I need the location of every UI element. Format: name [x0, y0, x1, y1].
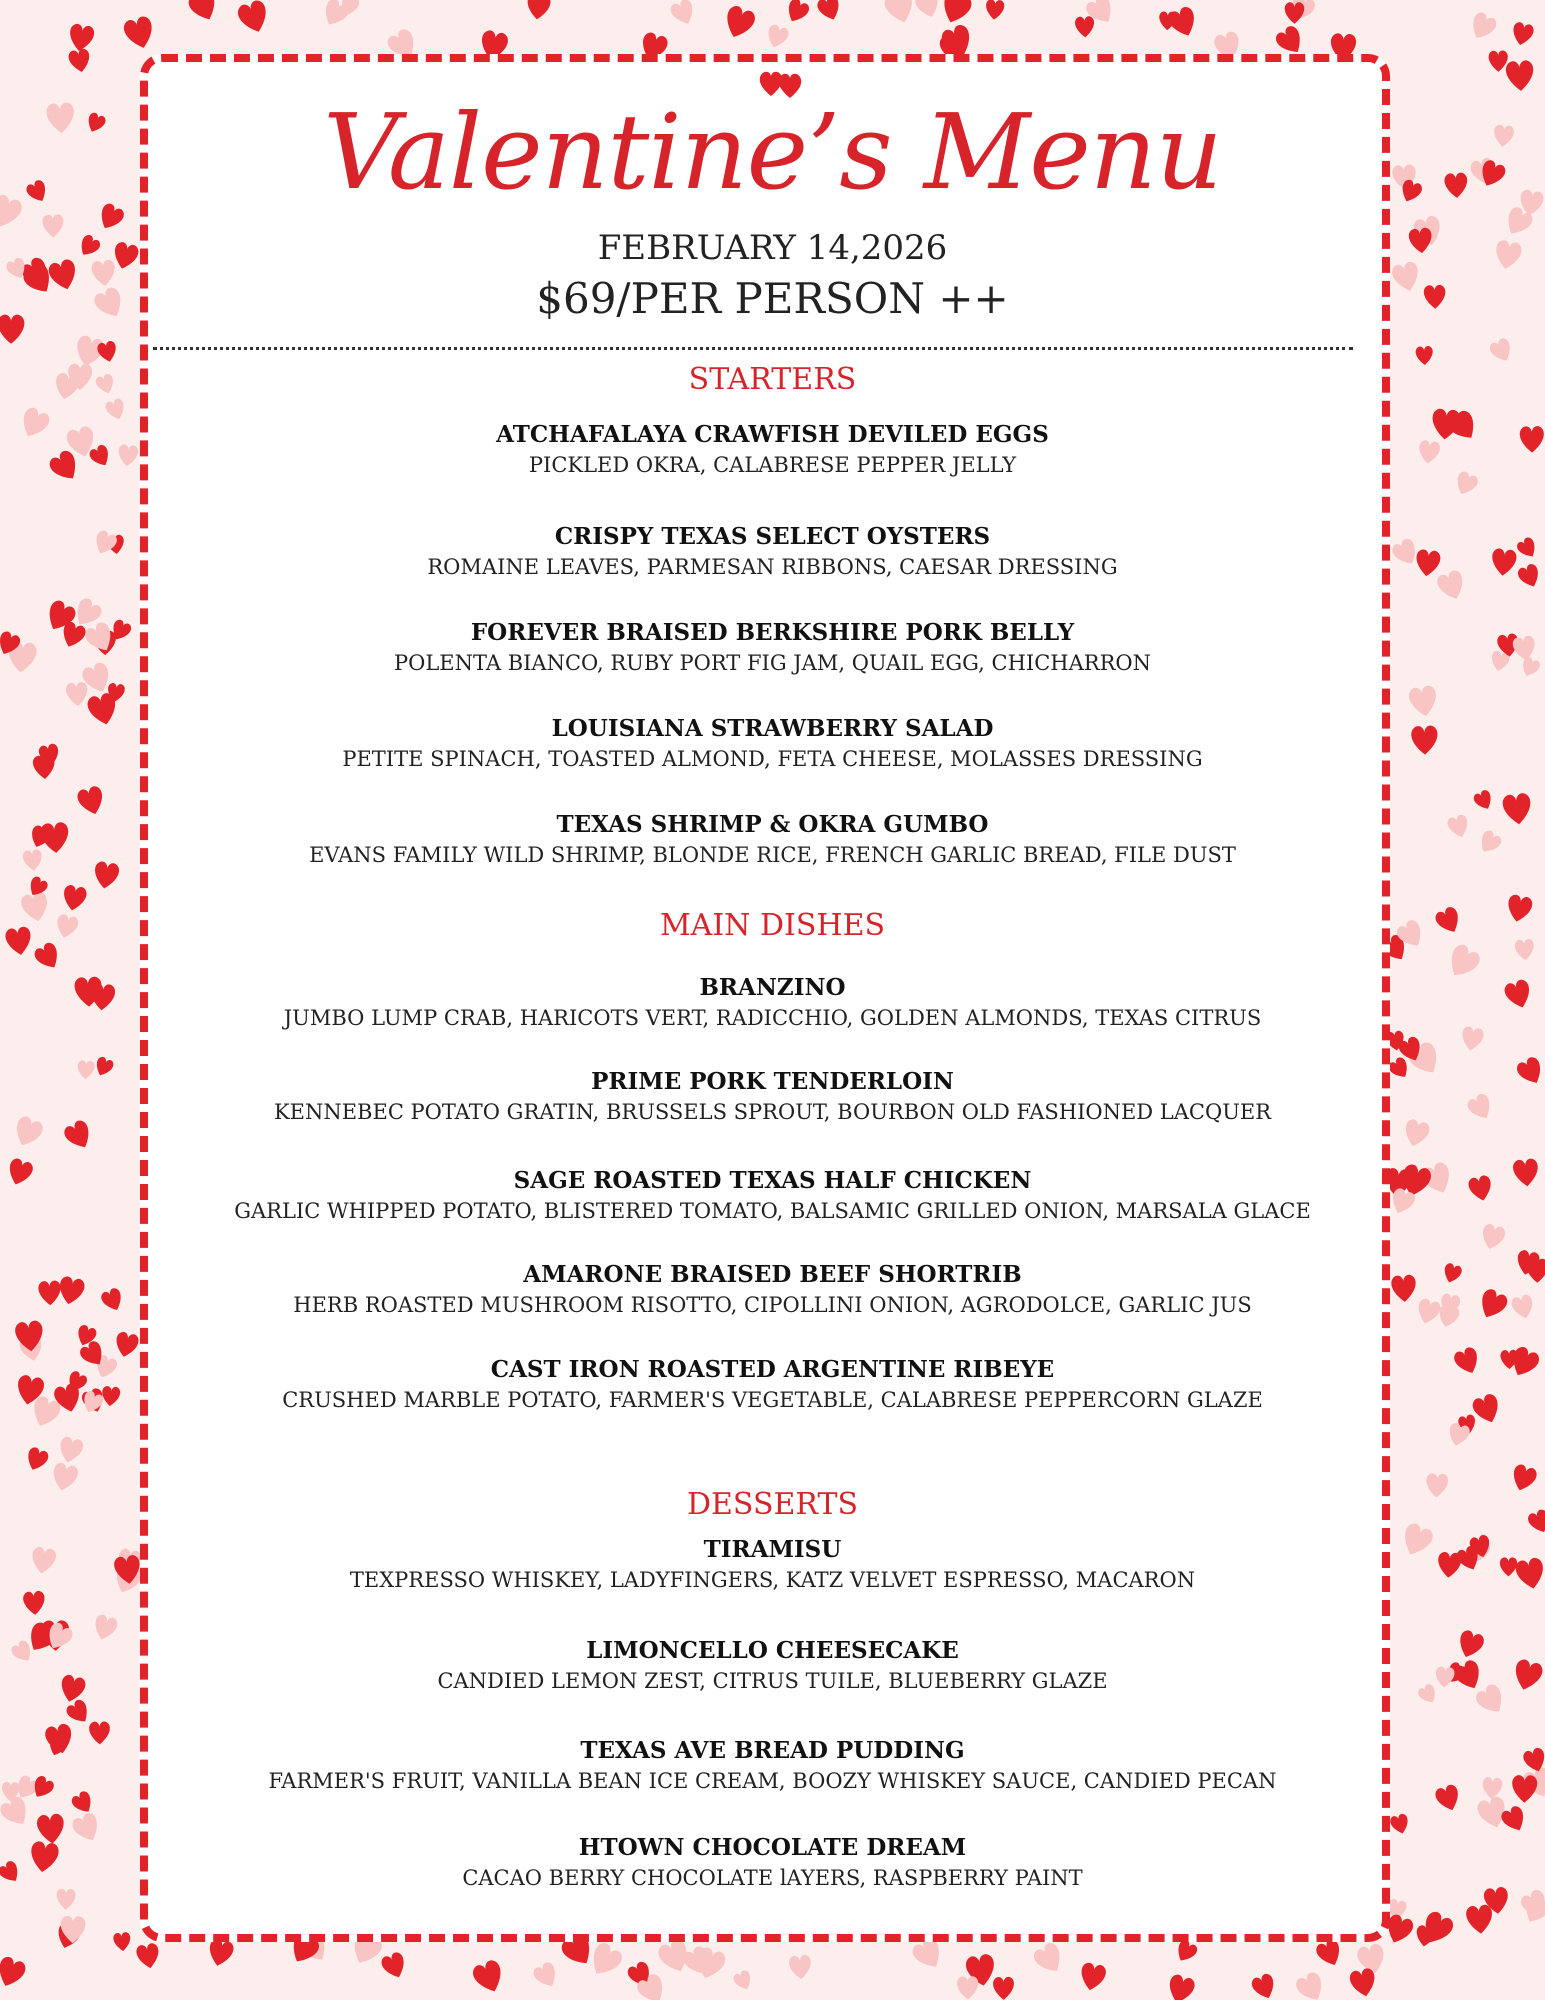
heart-icon: [67, 48, 92, 74]
heart-icon: [783, 0, 811, 26]
heart-icon: [1465, 1904, 1494, 1935]
heart-icon: [122, 15, 157, 52]
heart-icon: [1314, 1937, 1345, 1969]
menu-item: [0, 420, 1545, 480]
heart-icon: [938, 0, 974, 27]
menu-item: [0, 1355, 1545, 1415]
heart-icon: [1165, 1973, 1197, 2000]
item-description: TEXPRESSO WHISKEY, LADYFINGERS, KATZ VELVET ESPRESSO, MACARON: [349, 1568, 1196, 1592]
heart-icon: [669, 0, 699, 28]
heart-icon: [957, 1976, 979, 2000]
heart-icon: [1466, 10, 1498, 43]
item-description: CANDIED LEMON ZEST, CITRUS TUILE, BLUEBERRY GLAZE: [437, 1669, 1108, 1693]
heart-icon: [113, 1932, 132, 1952]
heart-icon: [732, 1969, 755, 1993]
heart-icon: [913, 0, 942, 20]
heart-icon: [993, 1977, 1014, 2000]
item-name: AMARONE BRAISED BEEF SHORTRIB: [523, 1261, 1022, 1288]
menu-item: [0, 522, 1545, 582]
menu-item: [0, 1067, 1545, 1127]
menu-item: [0, 1833, 1545, 1893]
heart-icon: [1505, 60, 1534, 92]
heart-icon: [1078, 1961, 1107, 1992]
heart-icon: [1173, 1938, 1200, 1965]
menu-item: [0, 1260, 1545, 1320]
heart-icon: [64, 1698, 93, 1728]
heart-icon: [585, 1940, 625, 1981]
item-description: ROMAINE LEAVES, PARMESAN RIBBONS, CAESAR DRESSING: [427, 555, 1118, 579]
item-description: PETITE SPINACH, TOASTED ALMOND, FETA CHEESE, MOLASSES DRESSING: [342, 747, 1203, 771]
price-per-person: $69/PER PERSON ++: [536, 274, 1009, 323]
item-description: POLENTA BIANCO, RUBY PORT FIG JAM, QUAIL EGG, CHICHARRON: [394, 651, 1151, 675]
heart-icon: [1472, 788, 1495, 812]
heart-icon: [0, 1955, 28, 1991]
item-description: EVANS FAMILY WILD SHRIMP, BLONDE RICE, FRENCH GARLIC BREAD, FILE DUST: [309, 843, 1236, 867]
heart-icon: [531, 1960, 561, 1991]
section-title-desserts: DESSERTS: [686, 1487, 859, 1522]
item-name: ATCHAFALAYA CRAWFISH DEVILED EGGS: [496, 421, 1049, 448]
item-name: FOREVER BRAISED BERKSHIRE PORK BELLY: [470, 619, 1075, 646]
item-name: TEXAS SHRIMP & OKRA GUMBO: [556, 811, 989, 838]
heart-icon: [379, 1951, 409, 1982]
item-name: HTOWN CHOCOLATE DREAM: [578, 1834, 967, 1861]
heart-icon: [815, 0, 843, 23]
heart-icon: [1293, 1970, 1328, 2000]
menu-title: Valentine’s Menu: [323, 91, 1222, 213]
item-description: PICKLED OKRA, CALABRESE PEPPER JELLY: [528, 453, 1017, 477]
heart-icon: [1166, 5, 1200, 41]
heart-icon: [470, 1958, 507, 1997]
heart-icon: [206, 1938, 235, 1969]
heart-icon: [67, 23, 95, 53]
heart-icon: [23, 1446, 50, 1474]
menu-item: [0, 1736, 1545, 1796]
item-description: KENNEBEC POTATO GRATIN, BRUSSELS SPROUT, BOURBON OLD FASHIONED LACQUER: [273, 1100, 1272, 1124]
heart-icon: [1489, 50, 1509, 71]
item-name: TIRAMISU: [703, 1536, 842, 1563]
item-name: LOUISIANA STRAWBERRY SALAD: [551, 715, 994, 742]
heart-icon: [1075, 16, 1095, 38]
heart-icon: [526, 0, 552, 21]
heart-icon: [764, 23, 790, 50]
item-description: CACAO BERRY CHOCOLATE lAYERS, RASPBERRY PAINT: [462, 1866, 1083, 1890]
item-name: BRANZINO: [699, 974, 846, 1001]
item-description: FARMER'S FRUIT, VANILLA BEAN ICE CREAM, BOOZY WHISKEY SAUCE, CANDIED PECAN: [268, 1769, 1277, 1793]
heart-icon: [882, 0, 917, 26]
menu-item: [0, 1535, 1545, 1595]
menu-item: [0, 973, 1545, 1033]
heart-icon: [1479, 1222, 1507, 1252]
item-name: PRIME PORK TENDERLOIN: [591, 1068, 954, 1095]
heart-icon: [788, 1954, 812, 1980]
heart-icon: [57, 1435, 85, 1465]
heart-icon: [104, 397, 128, 422]
heart-icon: [135, 1942, 161, 1970]
heart-icon: [721, 4, 758, 42]
item-description: GARLIC WHIPPED POTATO, BLISTERED TOMATO, BALSAMIC GRILLED ONION, MARSALA GLACE: [234, 1199, 1311, 1223]
heart-icon: [0, 1794, 34, 1831]
heart-icon: [1250, 1972, 1279, 2000]
item-name: TEXAS AVE BREAD PUDDING: [580, 1737, 965, 1764]
heart-icon: [186, 0, 221, 25]
section-title-starters: STARTERS: [688, 362, 857, 397]
menu-item: [0, 810, 1545, 870]
heart-icon: [985, 0, 1005, 20]
item-name: SAGE ROASTED TEXAS HALF CHICKEN: [513, 1167, 1032, 1194]
heart-icon: [236, 0, 272, 36]
item-name: CRISPY TEXAS SELECT OYSTERS: [554, 523, 991, 550]
event-date: FEBRUARY 14,2026: [597, 228, 948, 268]
menu-item: [0, 1166, 1545, 1226]
menu-item: [0, 618, 1545, 678]
item-description: JUMBO LUMP CRAB, HARICOTS VERT, RADICCHIO, GOLDEN ALMONDS, TEXAS CITRUS: [283, 1006, 1262, 1030]
heart-icon: [65, 682, 89, 707]
menu-item: [0, 714, 1545, 774]
item-description: HERB ROASTED MUSHROOM RISOTTO, CIPOLLINI ONION, AGRODOLCE, GARLIC JUS: [293, 1293, 1252, 1317]
item-name: CAST IRON ROASTED ARGENTINE RIBEYE: [490, 1356, 1055, 1383]
heart-icon: [1510, 21, 1535, 47]
menu-item: [0, 1636, 1545, 1696]
section-title-main-dishes: MAIN DISHES: [659, 908, 886, 943]
heart-icon: [1031, 1940, 1068, 1978]
item-description: CRUSHED MARBLE POTATO, FARMER'S VEGETABLE, CALABRESE PEPPERCORN GLAZE: [282, 1388, 1263, 1412]
item-name: LIMONCELLO CHEESECAKE: [586, 1637, 959, 1664]
dotted-divider: [153, 347, 1353, 350]
